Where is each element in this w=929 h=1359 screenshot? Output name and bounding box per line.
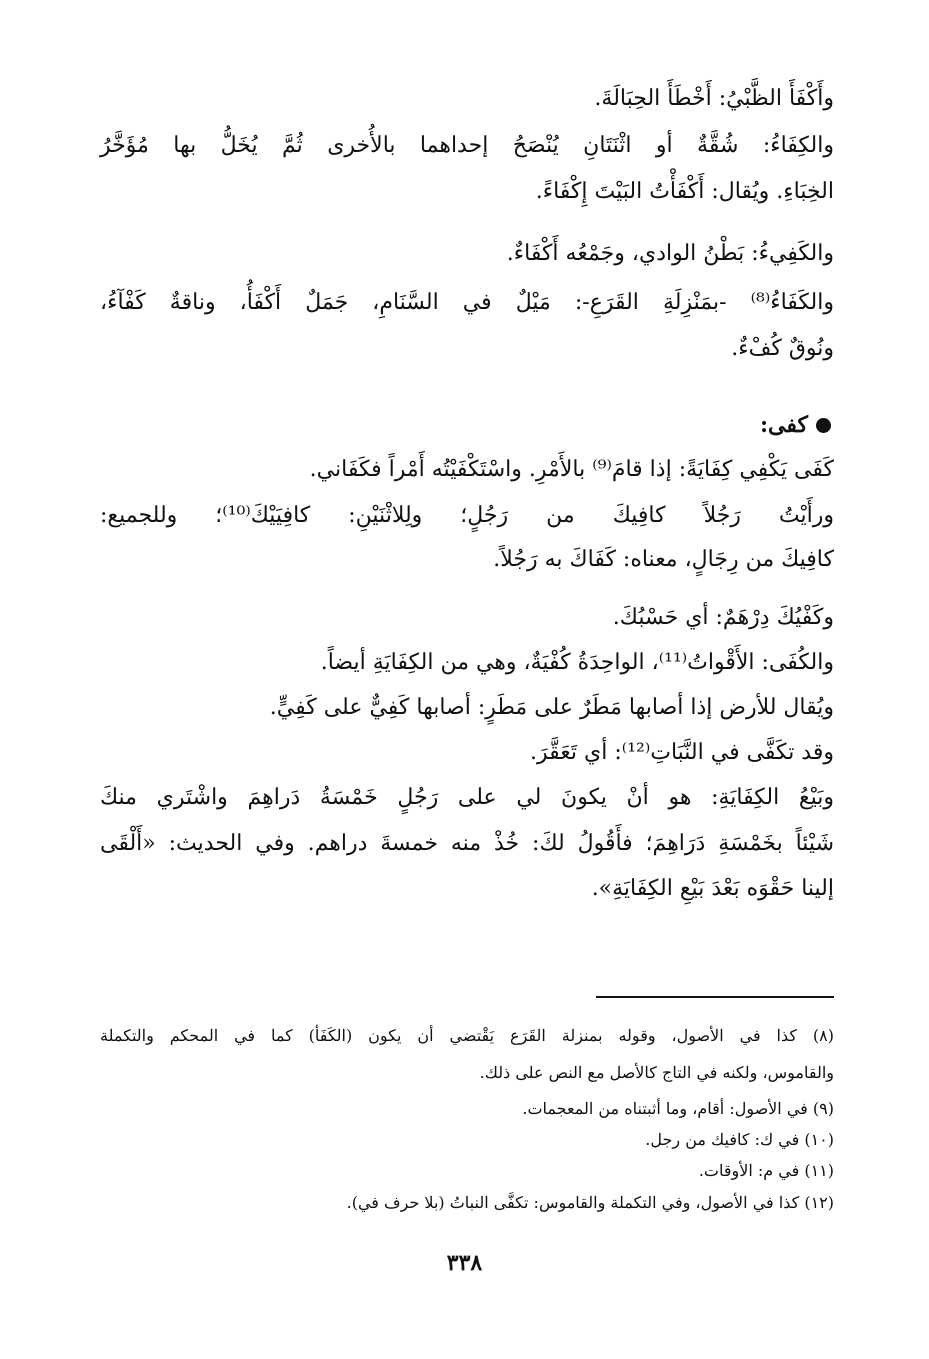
footnote-divider xyxy=(596,996,834,998)
footnote: (٨) كذا في الأصول، وقوله بمنزلة القَرَع يَقْتضي أن يكون (الكَفَأ) كما في المحكم والتكملة xyxy=(100,1026,834,1045)
entry-line: وبَيْعُ الكِفَايَةِ: هو أنْ يكونَ لي على رَجُلٍ خَمْسَةُ دَراهِمَ واشْتَري منكَ xyxy=(100,785,834,810)
entry-line: كَفَى يَكْفِي كِفَايَةً: إذا قامَ⁽⁹⁾ بالأَمْرِ. واسْتَكْفَيْتُه أَمْراً فكَفَاني. xyxy=(309,457,834,482)
bullet-icon xyxy=(816,418,831,433)
entry-line: والكِفَاءُ: شُقَّةٌ أو اثْنَتَانِ يُنْصَحُ إحداهما بالأُخرى ثُمَّ يُخَلُّ بها مُؤَخَّرُ xyxy=(100,133,834,158)
entry-line: شَيْئاً بخَمْسَةِ دَرَاهِمَ؛ فأَقُولُ لكَ: خُذْ منه خمسةَ دراهم. وفي الحديث: «أَلْقَى xyxy=(100,831,835,856)
entry-line: وأَكْفَأَ الظَّبْيُ: أَخْطَأَ الحِبَالَةَ. xyxy=(594,86,834,111)
entry-line: ورأَيْتُ رَجُلاً كافِيكَ من رَجُلٍ؛ ولِلاثْنَيْنِ: كافِيَيْكَ⁽¹⁰⁾؛ وللجميع: xyxy=(100,503,835,528)
section-heading xyxy=(760,410,831,440)
entry-line: وقد تكَفَّى في النَّبَاتِ⁽¹²⁾: أي تَعَقَّرَ. xyxy=(530,740,834,765)
section-heading-text: كفى: xyxy=(759,412,808,438)
footnote: (١٠) في ك: كافيك من رجل. xyxy=(645,1130,834,1149)
entry-line: ويُقال للأرض إذا أصابها مَطَرٌ على مَطَرٍ: أصابها كَفِيٌّ على كَفِيٍّ. xyxy=(269,695,834,720)
entry-line: وكَفْيُكَ دِرْهَمٌ: أي حَسْبُكَ. xyxy=(612,605,834,630)
entry-line: والكَفِيءُ: بَطْنُ الوادي، وجَمْعُه أَكْفَاءٌ. xyxy=(506,241,834,266)
page-number: ٣٣٨ xyxy=(446,1250,483,1276)
footnote: والقاموس، ولكنه في التاج كالأصل مع النص على ذلك. xyxy=(479,1063,834,1082)
entry-line: والكُفَى: الأَقْواتُ⁽¹¹⁾، الواحِدَةُ كُفْيَةٌ، وهي من الكِفَايَةِ أيضاً. xyxy=(320,650,834,675)
entry-line: والكَفَاءُ⁽⁸⁾ -بمَنْزِلَةِ القَرَعِ-: مَيْلٌ في السَّنَامِ، جَمَلٌ أَكْفَأُ، وناقةٌ كَفْآءُ، xyxy=(100,290,834,315)
entry-line: إلينا حَقْوَه بَعْدَ بَيْعِ الكِفَايَةِ». xyxy=(591,876,834,901)
entry-line: كافِيكَ من رِجَالٍ، معناه: كَفَاكَ به رَجُلاً. xyxy=(493,547,834,572)
entry-line: الخِبَاءِ. ويُقال: أَكْفَأْتُ البَيْتَ إِكْفَاءً. xyxy=(535,179,834,204)
footnote: (١٢) كذا في الأصول، وفي التكملة والقاموس: تكفَّى النباتُ (بلا حرف في). xyxy=(346,1193,834,1212)
entry-line: ونُوقٌ كُفْءٌ. xyxy=(731,336,834,361)
footnote: (١١) في م: الأوقات. xyxy=(698,1161,834,1180)
footnote: (٩) في الأصول: أقام، وما أثبتناه من المعجمات. xyxy=(522,1099,834,1118)
